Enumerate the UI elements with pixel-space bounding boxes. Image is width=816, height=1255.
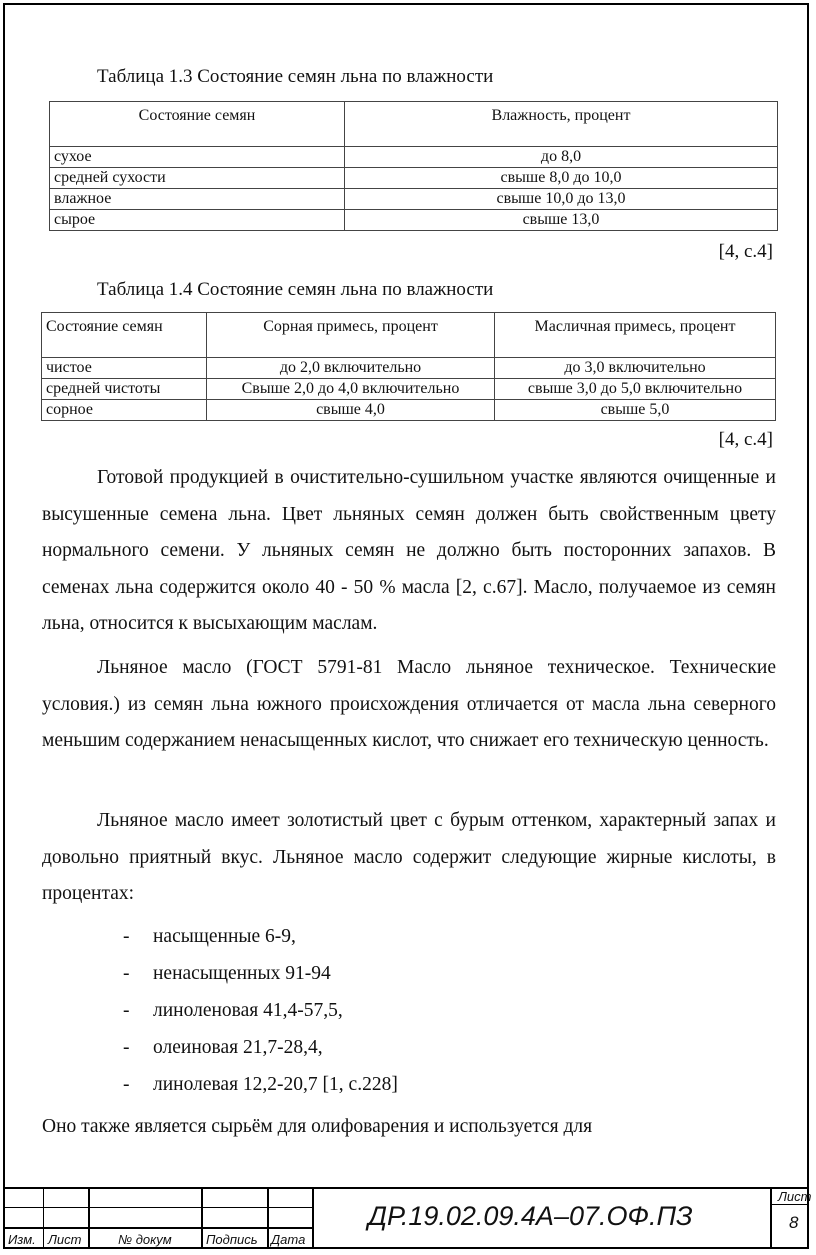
stamp-label-list: Лист — [48, 1232, 82, 1247]
table-cell: до 8,0 — [345, 147, 778, 168]
list-item: - ненасыщенных 91-94 — [123, 955, 398, 992]
table-row — [50, 147, 778, 168]
paragraph: Готовой продукцией в очистительно-сушильном участке являются очищенные и высушенные семена льна. Цвет льняных семян должен быть свойственным цвету нормального семени. У льняных семян не должно быть посторонних запахов. В семенах льна содержится около 40 - 50 % масла [2, с.67]. Масло, получаемое из семян льна, относится к высыхающим маслам. — [42, 467, 776, 634]
table-header-row — [42, 313, 776, 358]
list-dash: - — [123, 1074, 130, 1095]
list-dash: - — [123, 1000, 130, 1021]
list-dash: - — [123, 1037, 130, 1058]
table-row — [42, 379, 776, 400]
list-item: - линоленовая 41,4-57,5, — [123, 992, 398, 1029]
sheet-number: 8 — [789, 1213, 799, 1232]
column-header: Масличная примесь, процент — [495, 313, 776, 358]
table-row — [50, 168, 778, 189]
table-row — [50, 189, 778, 210]
stamp-label-izm: Изм. — [8, 1232, 36, 1247]
table-cell: свыше 5,0 — [495, 400, 776, 421]
stamp-rule — [312, 1187, 314, 1249]
column-header: Влажность, процент — [345, 102, 778, 147]
table-cell: свыше 3,0 до 5,0 включительно — [495, 379, 776, 400]
table-1-3-caption: Таблица 1.3 Состояние семян льна по влажности — [97, 66, 494, 87]
table-row — [42, 358, 776, 379]
table-cell: свыше 10,0 до 13,0 — [345, 189, 778, 210]
table-1-3 — [49, 101, 778, 231]
column-header: Сорная примесь, процент — [207, 313, 495, 358]
stamp-label-data: Дата — [271, 1232, 306, 1247]
table-cell: до 3,0 включительно — [495, 358, 776, 379]
table-cell: свыше 4,0 — [207, 400, 495, 421]
stamp-label-podpis: Подпись — [206, 1232, 258, 1247]
table-cell: свыше 13,0 — [345, 210, 778, 231]
stamp-label-sheet: Лист — [778, 1189, 812, 1204]
table-row — [42, 400, 776, 421]
table-cell: свыше 8,0 до 10,0 — [345, 168, 778, 189]
table-row — [50, 210, 778, 231]
stamp-label-dokum: № докум — [118, 1232, 172, 1247]
list-item: - олеиновая 21,7-28,4, — [123, 1029, 398, 1066]
table-1-4-caption: Таблица 1.4 Состояние семян льна по влажности — [97, 279, 494, 300]
stamp-rule — [771, 1204, 809, 1205]
table-cell: Свыше 2,0 до 4,0 включительно — [207, 379, 495, 400]
paragraph: Льняное масло имеет золотистый цвет с бурым оттенком, характерный запах и довольно приятный вкус. Льняное масло содержит следующие жирные кислоты, в процентах: — [42, 810, 776, 904]
fatty-acids-list — [123, 918, 398, 1103]
list-dash: - — [123, 926, 130, 947]
list-item: - насыщенные 6-9, — [123, 918, 398, 955]
list-dash: - — [123, 963, 130, 984]
column-header: Состояние семян — [50, 102, 345, 147]
table-cell: сырое — [50, 210, 345, 231]
table-header-row — [50, 102, 778, 147]
stamp-rule — [43, 1187, 44, 1249]
table-cell: до 2,0 включительно — [207, 358, 495, 379]
table-cell: средней чистоты — [42, 379, 207, 400]
table-cell: чистое — [42, 358, 207, 379]
title-block-stamp — [3, 1187, 812, 1249]
stamp-rule — [267, 1187, 269, 1249]
stamp-rule — [88, 1187, 90, 1249]
list-item: - линолевая 12,2-20,7 [1, с.228] — [123, 1066, 398, 1103]
table-cell: влажное — [50, 189, 345, 210]
stamp-rule — [770, 1187, 772, 1249]
column-header: Состояние семян — [42, 313, 207, 358]
table-cell: сухое — [50, 147, 345, 168]
table-1-3-reference: [4, с.4] — [718, 241, 773, 262]
paragraph: Льняное масло (ГОСТ 5791-81 Масло льняное техническое. Технические условия.) из семян льна южного происхождения отличается от масла льна северного меньшим содержанием ненасыщенных кислот, что снижает его техническую ценность. — [42, 657, 776, 751]
table-cell: сорное — [42, 400, 207, 421]
table-cell: средней сухости — [50, 168, 345, 189]
continuation-text: Оно также является сырьём для олифоварения и используется для — [42, 1116, 593, 1137]
stamp-border — [3, 1187, 809, 1189]
stamp-rule — [201, 1187, 203, 1249]
document-code: ДР.19.02.09.4А–07.ОФ.ПЗ — [368, 1201, 693, 1231]
table-1-4-reference: [4, с.4] — [718, 429, 773, 450]
table-1-4 — [41, 312, 776, 421]
